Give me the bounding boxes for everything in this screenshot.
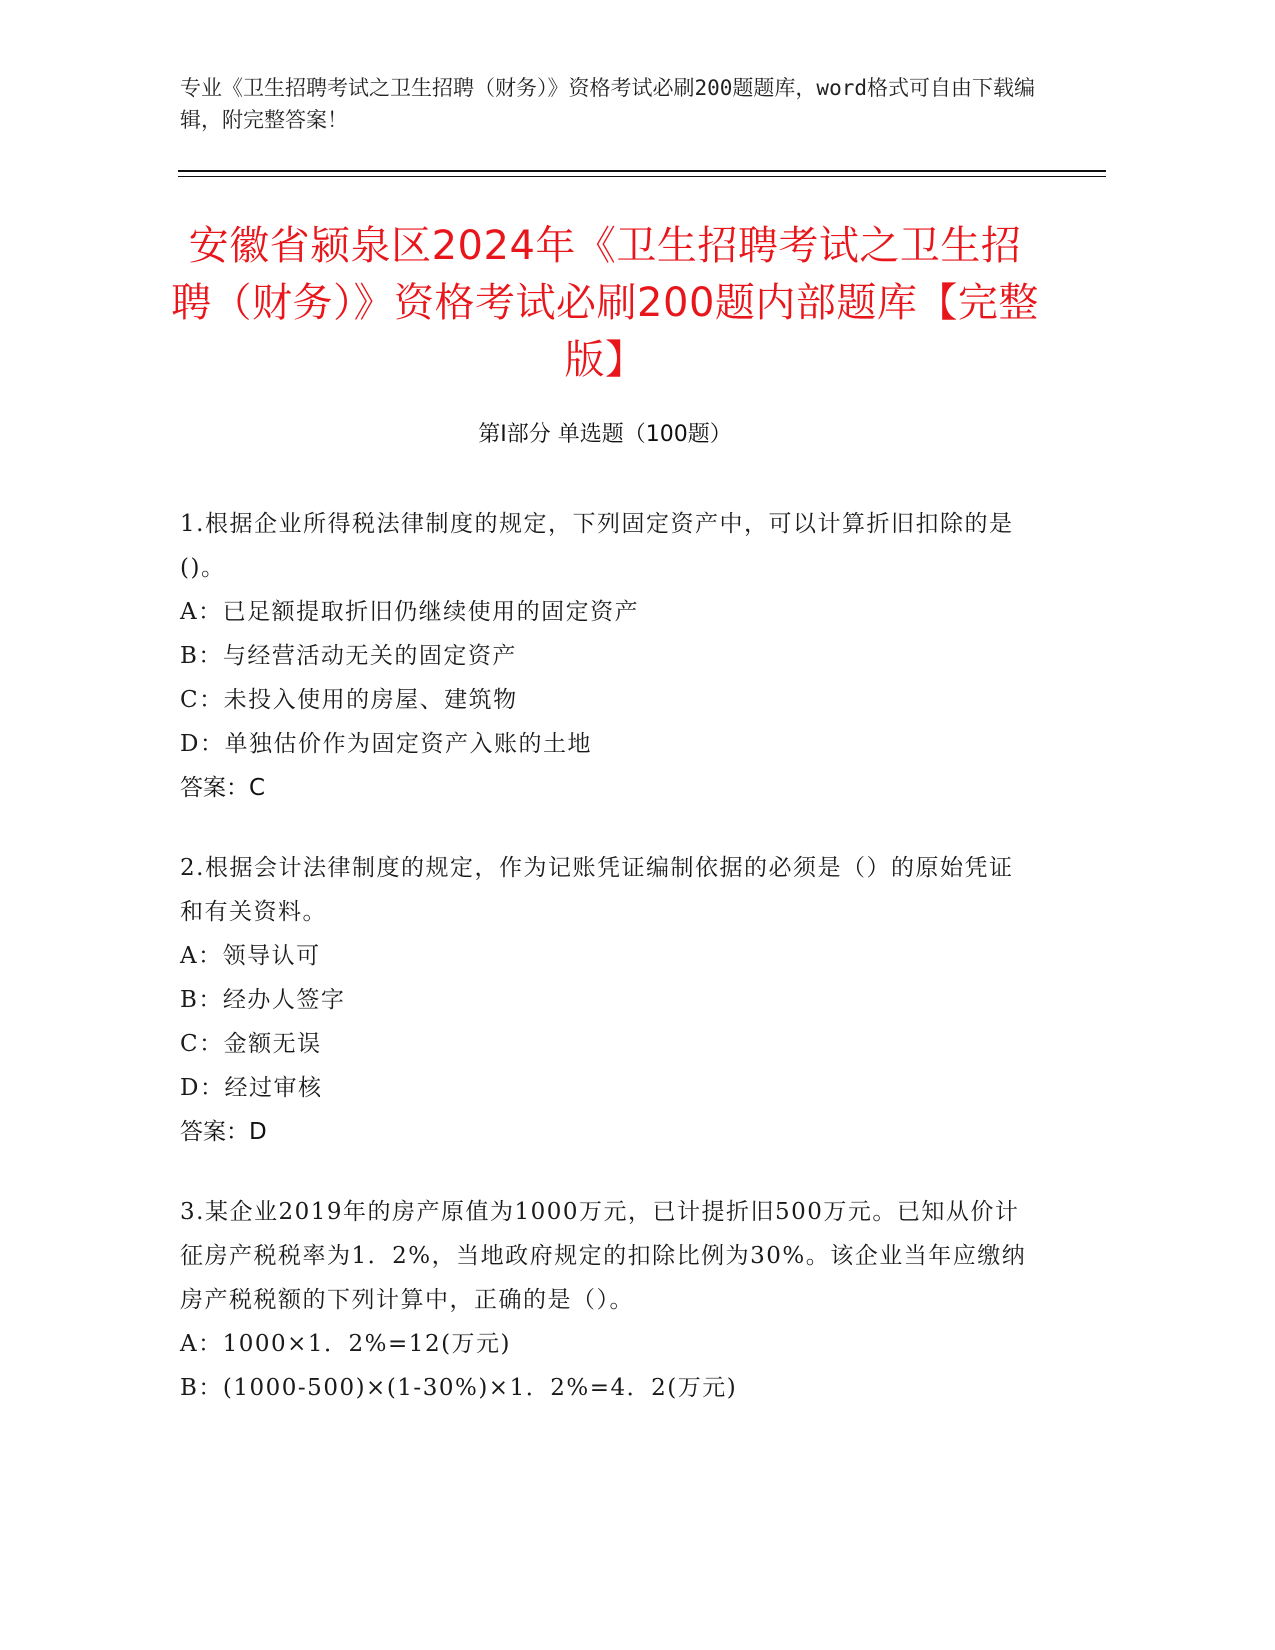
answer-line: 答案：C — [180, 775, 266, 801]
option-a: A：已足额提取折旧仍继续使用的固定资产 — [180, 599, 640, 625]
question-stem: 2.根据会计法律制度的规定，作为记账凭证编制依据的必须是（）的原始凭证和有关资料。 — [180, 855, 1014, 925]
option-d: D：经过审核 — [180, 1075, 323, 1101]
option-b: B：经办人签字 — [180, 987, 346, 1013]
question-list — [180, 502, 1030, 1446]
option-b: B：(1000-500)×(1-30%)×1．2%=4．2(万元) — [180, 1375, 738, 1401]
option-c: C：未投入使用的房屋、建筑物 — [180, 687, 518, 713]
question-stem: 3.某企业2019年的房产原值为1000万元，已计提折旧500万元。已知从价计征房产税税率为1．2%，当地政府规定的扣除比例为30%。该企业当年应缴纳房产税税额的下列计算中，正确的是（）。 — [180, 1199, 1027, 1313]
option-a: A：领导认可 — [180, 943, 321, 969]
option-a: A：1000×1．2%=12(万元) — [180, 1331, 512, 1357]
question-item — [180, 846, 1030, 1154]
option-d: D：单独估价作为固定资产入账的土地 — [180, 731, 592, 757]
section-title: 第I部分 单选题（100题） — [478, 422, 732, 447]
document-title: 安徽省颍泉区2024年《卫生招聘考试之卫生招聘（财务）》资格考试必刷200题内部题库【完整版】 — [171, 223, 1039, 383]
question-stem: 1.根据企业所得税法律制度的规定，下列固定资产中，可以计算折旧扣除的是()。 — [180, 511, 1014, 581]
option-b: B：与经营活动无关的固定资产 — [180, 643, 517, 669]
answer-line: 答案：D — [180, 1119, 267, 1145]
header-divider-thin — [178, 176, 1106, 177]
header-divider-thick — [178, 170, 1106, 172]
option-c: C：金额无误 — [180, 1031, 322, 1057]
question-item — [180, 502, 1030, 810]
question-item — [180, 1190, 1030, 1410]
header-note: 专业《卫生招聘考试之卫生招聘（财务）》资格考试必刷200题题库，word格式可自由下载编辑，附完整答案！ — [180, 76, 1035, 132]
